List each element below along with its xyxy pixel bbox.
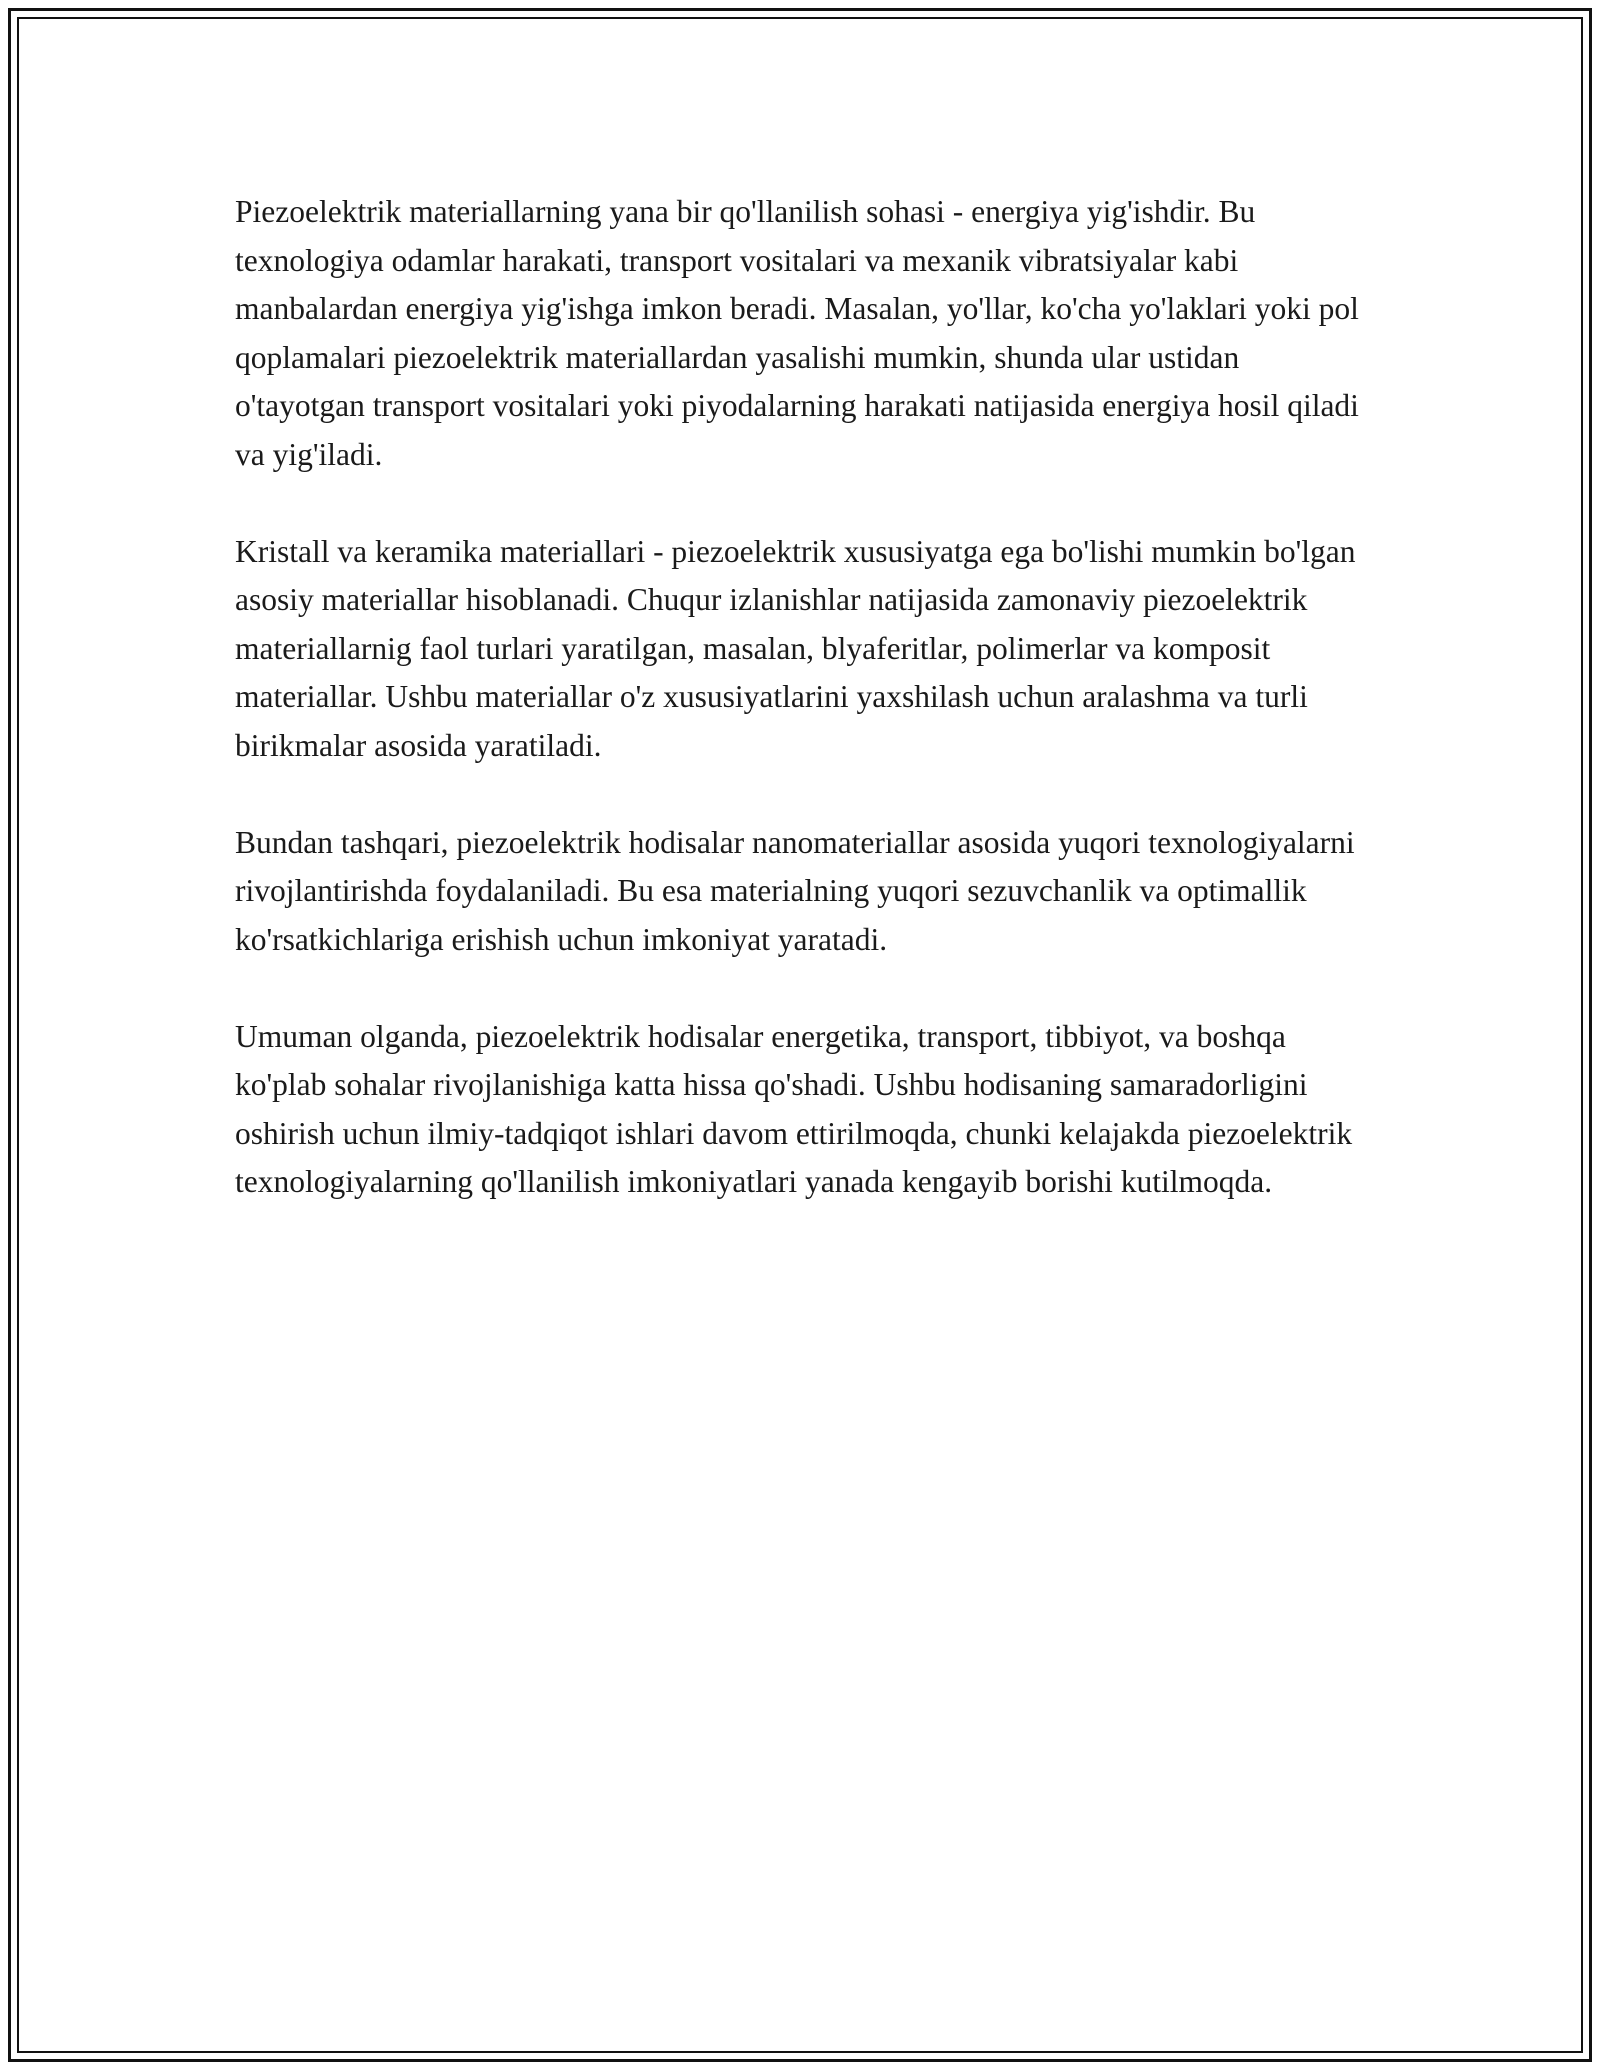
paragraph-crystal-ceramic-materials: Kristall va keramika materiallari - piezoelektrik xususiyatga ega bo'lishi mumkin bo'lgan asosiy materiallar hisoblanadi. Chuqur izlanishlar natijasida zamonaviy piezoelektrik materiallarnig faol turlari yaratilgan, masalan, blyaferitlar, polimerlar va komposit materiallar. Ushbu materiallar o'z xususiyatlarini yaxshilash uchun aralashma va turli birikmalar asosida yaratiladi. xyxy=(235,533,1356,763)
paragraph-conclusion: Umuman olganda, piezoelektrik hodisalar energetika, transport, tibbiyot, va boshqa ko'plab sohalar rivojlanishiga katta hissa qo'shadi. Ushbu hodisaning samaradorligini oshirish uchun ilmiy-tadqiqot ishlari davom ettirilmoqda, chunki kelajakda piezoelektrik texnologiyalarning qo'llanilish imkoniyatlari yanada kengayib borishi kutilmoqda. xyxy=(235,1018,1353,1199)
document-body xyxy=(235,188,1375,1255)
paragraph-energy-harvesting: Piezoelektrik materiallarning yana bir qo'llanilish sohasi - energiya yig'ishdir. Bu texnologiya odamlar harakati, transport vositalari va mexanik vibratsiyalar kabi manbalardan energiya yig'ishga imkon beradi. Masalan, yo'llar, ko'cha yo'laklari yoki pol qoplamalari piezoelektrik materiallardan yasalishi mumkin, shunda ular ustidan o'tayotgan transport vositalari yoki piyodalarning harakati natijasida energiya hosil qiladi va yig'iladi. xyxy=(235,194,1359,472)
paragraph-nanomaterials: Bundan tashqari, piezoelektrik hodisalar nanomateriallar asosida yuqori texnologiyalarni rivojlantirishda foydalaniladi. Bu esa materialning yuqori sezuvchanlik va optimallik ko'rsatkichlariga erishish uchun imkoniyat yaratadi. xyxy=(235,824,1355,957)
